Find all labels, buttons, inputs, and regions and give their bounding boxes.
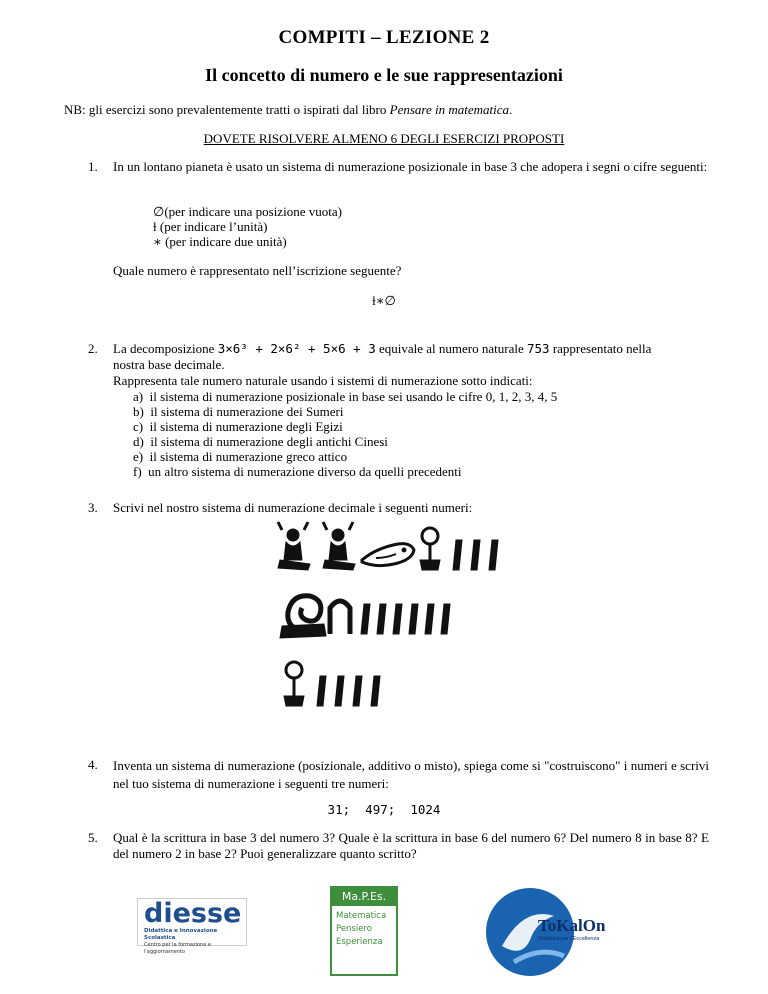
arch-glyph [330,601,350,634]
lotus-glyph [284,662,304,706]
egyptian-numerals-image [276,520,536,720]
item-letter: a) [133,389,144,404]
coil-glyph [280,596,326,638]
ex2-value: 753 [526,341,550,356]
book-title: Pensare in matematica [389,102,510,117]
stroke-glyph [361,604,450,634]
ex2-formula: 3×6³ + 2×6² + 5×6 + 3 [217,341,376,356]
exercise-2-text [113,341,709,389]
diesse-wordmark: diesse [144,898,242,929]
item-text: il sistema di numerazione posizionale in base sei usando le cifre 0, 1, 2, 3, 4, 5 [149,389,558,404]
heh-god-glyph [278,522,310,570]
heh-god-glyph [323,522,355,570]
tokalon-logo [484,886,632,978]
nb-prefix: NB: gli esercizi sono prevalentemente tratti o ispirati dal libro [64,102,390,117]
assignment-note: DOVETE RISOLVERE ALMENO 6 DEGLI ESERCIZI PROPOSTI [203,131,565,146]
item-text: un altro sistema di numerazione diverso da quelli precedenti [148,464,462,479]
exercise-3-text: Scrivi nel nostro sistema di numerazione decimale i seguenti numeri: [113,500,473,515]
exercise-1-question: Quale numero è rappresentato nell’iscrizione seguente? [113,263,402,278]
inscription: ɫ∗∅ [372,293,396,308]
exercise-number: 2. [88,341,98,356]
ex2-line3: Rappresenta tale numero naturale usando i sistemi di numerazione sotto indicati: [113,373,533,388]
stroke-glyph [317,676,380,706]
item-text: il sistema di numerazione greco attico [149,449,348,464]
mapes-line: Esperienza [336,937,383,947]
exercise-1-text: In un lontano pianeta è usato un sistema di numerazione posizionale in base 3 che adopera i segni o cifre seguenti: [113,159,708,174]
mapes-line: Pensiero [336,924,372,934]
item-letter: b) [133,404,144,419]
tokalon-tagline: Didattica per l'Eccellenza [538,936,600,942]
nb-suffix: . [509,102,513,117]
ex2-mid: equivale al numero naturale [375,341,527,356]
lotus-glyph [420,528,440,570]
symbol-two: ∗ (per indicare due unità) [153,234,287,249]
exercise-number: 3. [88,500,98,515]
item-text: il sistema di numerazione degli Egizi [149,419,343,434]
diesse-tagline: Didattica e Innovazione Scolastica [144,928,218,941]
list-item [133,389,557,404]
list-item [133,464,462,479]
ex2-intro: La decomposizione [113,341,218,356]
item-letter: e) [133,449,144,464]
list-item [133,434,388,449]
mapes-line: Matematica [336,911,387,921]
tokalon-wordmark: ToKalOn [538,916,606,935]
item-letter: d) [133,434,144,449]
list-item [133,404,344,419]
numbers-to-write: 31; 497; 1024 [327,802,441,817]
ex2-end: rappresentato nella [549,341,652,356]
tadpole-glyph [362,544,414,566]
page-title: COMPITI – LEZIONE 2 [278,27,490,48]
item-letter: f) [133,464,142,479]
exercise-4-text: Inventa un sistema di numerazione (posizionale, additivo o misto), spiega come si "costruiscono" i numeri e scrivi nel tuo sistema di numerazione i seguenti tre numeri: [113,758,709,791]
exercise-number: 5. [88,830,98,845]
ex2-line2: nostra base decimale. [113,357,225,372]
stroke-glyph [453,540,498,570]
mapes-title: Ma.P.Es. [332,888,396,906]
item-letter: c) [133,419,144,434]
list-item [133,449,347,464]
diesse-tagline: Centro per la formazione e l'aggiornamento [144,942,211,955]
nb-note [64,102,512,118]
symbol-empty: ∅(per indicare una posizione vuota) [153,204,342,219]
item-text: il sistema di numerazione dei Sumeri [150,404,344,419]
diesse-logo [137,898,247,955]
exercise-number: 4. [88,757,98,772]
mapes-logo [330,886,398,976]
exercise-number: 1. [88,159,98,174]
list-item [133,419,343,434]
page-subtitle: Il concetto di numero e le sue rappresentazioni [205,65,563,85]
exercise-5-text: Qual è la scrittura in base 3 del numero 3? Quale è la scrittura in base 6 del numero 6? Del numero 8 in base 8? E del numero 2 in base 2? Puoi generalizzare quanto scritto? [113,830,709,861]
item-text: il sistema di numerazione degli antichi Cinesi [150,434,388,449]
symbol-unit: ɫ (per indicare l’unità) [153,219,268,234]
